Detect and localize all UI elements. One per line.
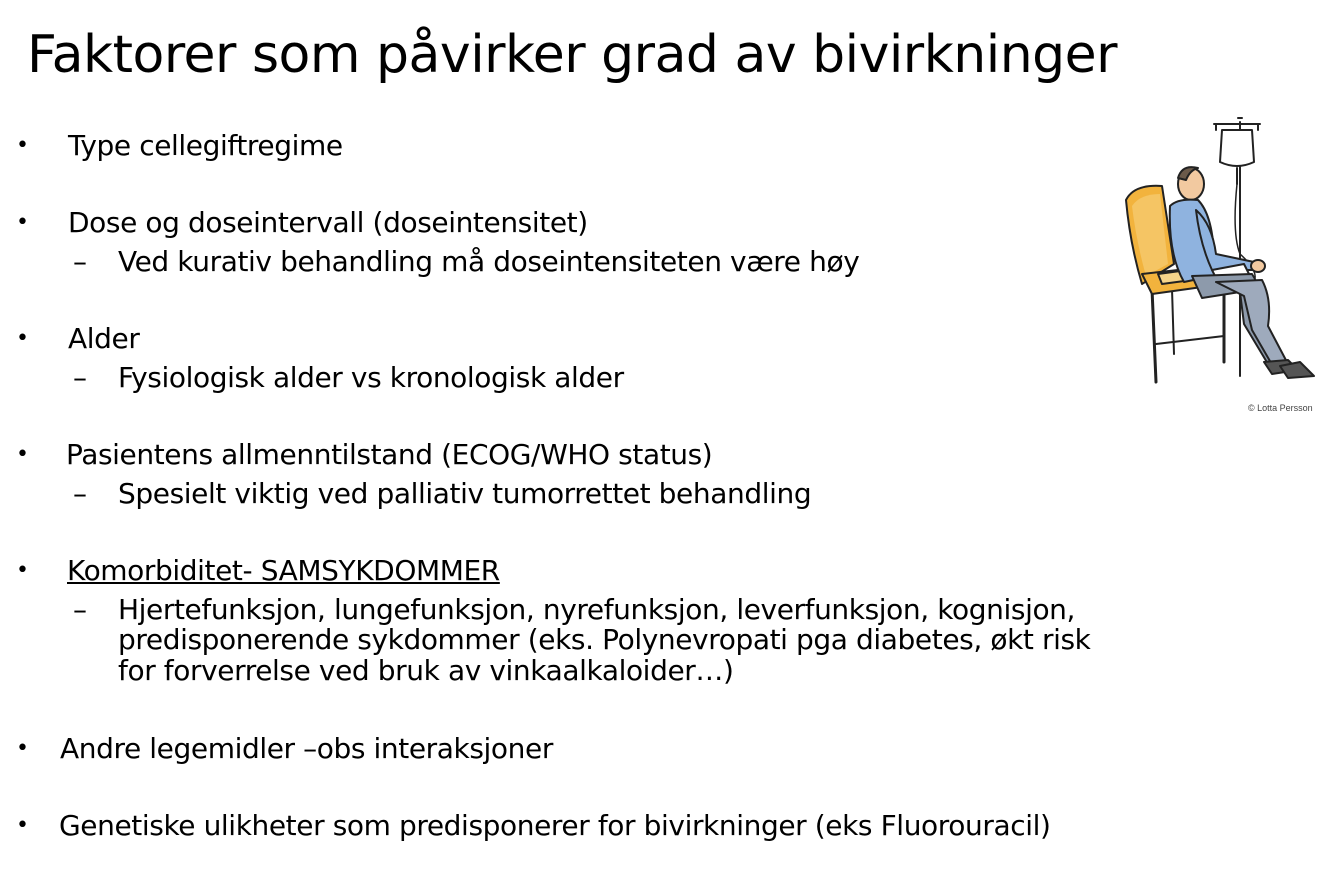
sub-bullet-kurativ-behandling: Ved kurativ behandling må doseintensiteten være høy — [118, 245, 860, 278]
bullet-type-cellegiftregime: Type cellegiftregime — [68, 129, 343, 162]
sub-bullet-fysiologisk-alder: Fysiologisk alder vs kronologisk alder — [118, 361, 624, 394]
bullet-marker: • — [16, 210, 29, 235]
illustration-credit: © Lotta Persson — [1248, 403, 1313, 413]
bullet-marker: • — [16, 442, 29, 467]
bullet-andre-legemidler: Andre legemidler –obs interaksjoner — [60, 732, 553, 765]
sub-bullet-organfunksjon-line-1: Hjertefunksjon, lungefunksjon, nyrefunksjon, leverfunksjon, kognisjon, — [118, 593, 1076, 626]
sub-bullet-dash: – — [73, 361, 87, 394]
bullet-marker: • — [16, 813, 29, 838]
bullet-genetiske-ulikheter: Genetiske ulikheter som predisponerer for bivirkninger (eks Fluorouracil) — [59, 809, 1051, 842]
bullet-marker: • — [16, 326, 29, 351]
sub-bullet-dash: – — [73, 477, 87, 510]
bullet-alder: Alder — [68, 322, 140, 355]
sub-bullet-organfunksjon-line-3: for forverrelse ved bruk av vinkaalkaloider…) — [118, 654, 734, 687]
slide-title: Faktorer som påvirker grad av bivirkninger — [27, 25, 1118, 85]
bullet-marker: • — [16, 736, 29, 761]
bullet-dose-og-doseintervall: Dose og doseintervall (doseintensitet) — [68, 206, 588, 239]
sub-bullet-palliativ-behandling: Spesielt viktig ved palliativ tumorrettet behandling — [118, 477, 812, 510]
patient-receiving-iv-chemotherapy-in-armchair-icon — [1112, 114, 1322, 404]
sub-bullet-dash: – — [73, 245, 87, 278]
sub-bullet-organfunksjon-line-2: predisponerende sykdommer (eks. Polynevropati pga diabetes, økt risk — [118, 623, 1091, 656]
bullet-marker: • — [16, 133, 29, 158]
sub-bullet-dash: – — [73, 593, 87, 626]
bullet-komorbiditet: Komorbiditet- SAMSYKDOMMER — [67, 554, 500, 587]
bullet-allmenntilstand: Pasientens allmenntilstand (ECOG/WHO status) — [66, 438, 713, 471]
bullet-marker: • — [16, 558, 29, 583]
